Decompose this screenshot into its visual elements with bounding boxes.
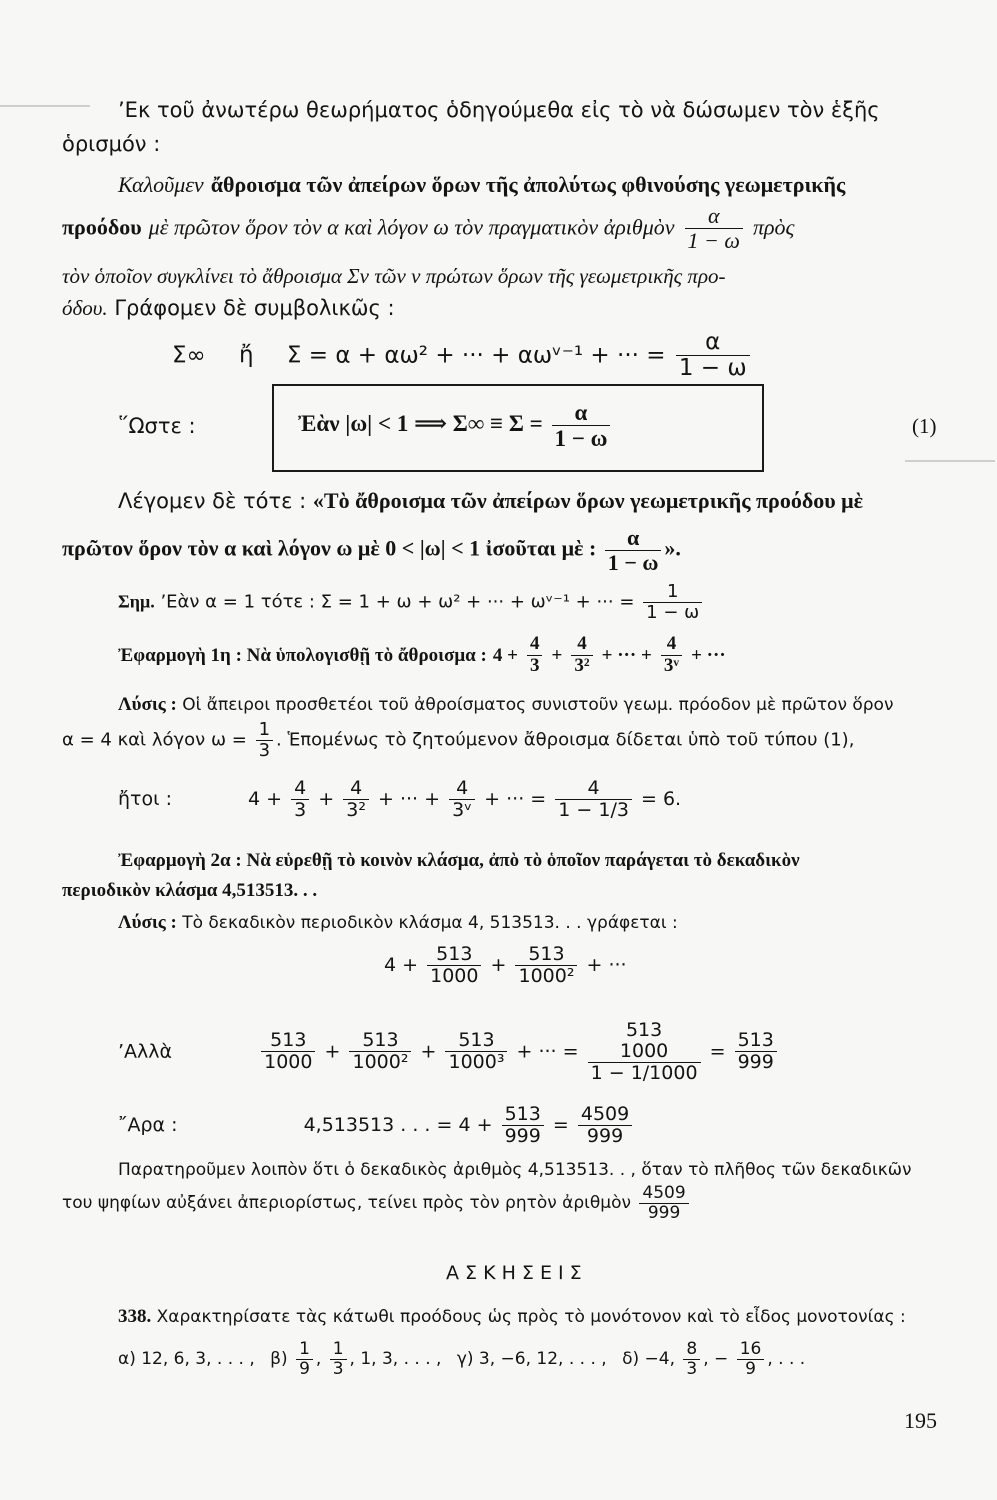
theorem-content: Ἐὰν |ω| < 1 ⟹ Σ∞ ≡ Σ = $\frac{\alpha}{1 - \omega}$ [298, 400, 613, 452]
or-word: ἤ [239, 342, 254, 369]
application2-title-2: περιοδικὸν κλάσμα 4,513513. . . [62, 880, 318, 901]
definition-line-3: τὸν ὁποῖον συγκλίνει τὸ ἄθροισμα Σν τῶν ν πρώτων ὅρων τῆς γεωμετρικῆς προ- [62, 264, 726, 288]
alla-frac-1: $\frac{513}{1000}$ [261, 1030, 315, 1073]
application2-solution: Λύσις : Τὸ δεκαδικὸν περιοδικὸν κλάσμα 4, 513513. . . γράφεται : [118, 912, 678, 933]
res-frac-4: $\frac{4}{1 - 1/3}$ [555, 778, 632, 821]
definition-line-1 [118, 172, 845, 199]
application2-expansion: 4 + $\frac{513}{1000}$ + $\frac{513}{\text{1000²}}$ + ··· [384, 943, 627, 987]
alla-frac-3: $\frac{513}{\text{1000³}}$ [445, 1030, 507, 1073]
note-line: Σημ. ’Εὰν α = 1 τότε : Σ = 1 + ω + ω² + ··· + ωᵛ⁻¹ + ··· = $\frac{1}{1 - \omega}$ [118, 582, 705, 623]
definition-line-2 [62, 204, 794, 253]
fraction-note: $\frac{1}{1 - \omega}$ [643, 582, 702, 623]
exercise-338-items: α) 12, 6, 3, . . . , β) $\frac{1}{9}$ , $\frac{1}{3}$ , 1, 3, . . . , γ) 3, −6, 12, . . . , δ) −4, $\frac{8}{3}$ , − $\frac{16}{9}$ , . . . [118, 1339, 806, 1379]
fraction-sum: $\frac{\alpha}{1 - \omega}$ [676, 330, 750, 382]
intro-line-2: ὁρισμόν : [62, 132, 161, 156]
omega-fraction: $\frac{1}{3}$ [256, 720, 273, 761]
symbolic-formula [172, 330, 753, 382]
page-number: 195 [904, 1408, 937, 1433]
observation-line-1: Παρατηροῦμεν λοιπὸν ὅτι ὁ δεκαδικὸς ἀριθμὸς 4,513513. . , ὅταν τὸ πλῆθος τῶν δεκαδικῶν [118, 1160, 912, 1180]
hoste-label: ῞Ωστε : [118, 414, 196, 438]
res-frac-1: $\frac{4}{3}$ [291, 778, 309, 821]
bleed-mark [905, 460, 995, 462]
app1-frac-2: $\frac{4}{\text{3²}}$ [571, 634, 592, 677]
definition-line-2-end: πρὸς [752, 214, 795, 240]
ara-equation: ῎Αρα : 4,513513 . . . = 4 + $\frac{513}{999}$ = $\frac{4509}{999}$ [118, 1104, 635, 1147]
ex-b-frac-2: $\frac{1}{3}$ [330, 1340, 347, 1378]
application2-title-1: Ἐφαρμογὴ 2α : Νὰ εὑρεθῇ τὸ κοινὸν κλάσμα, ἀπὸ τὸ ὁποῖον παράγεται τὸ δεκαδικὸν [118, 850, 800, 871]
exercises-heading: Α Σ Κ Η Σ Ε Ι Σ [446, 1262, 582, 1284]
res-frac-3: $\frac{4}{\text{3ᵛ}}$ [449, 778, 475, 821]
sigma-infinity: Σ∞ [172, 342, 206, 369]
app1-frac-1: $\frac{4}{3}$ [527, 634, 543, 677]
exp-frac-1: $\frac{513}{1000}$ [427, 944, 481, 987]
intro-line-1: ’Εκ τοῦ ἀνωτέρω θεωρήματος ὁδηγούμεθα εἰς τὸ νὰ δώσωμεν τὸν ἑξῆς [118, 98, 880, 122]
fraction-alpha-over-one-minus-omega: $\frac{\alpha}{1 - \omega}$ [685, 204, 743, 253]
ara-frac-1: $\frac{513}{999}$ [502, 1104, 544, 1147]
definition-bold: ἄθροισμα τῶν ἀπείρων ὅρων τῆς ἀπολύτως φθινούσης γεωμετρικῆς [210, 172, 846, 197]
observation-line-2: του ψηφίων αὐξάνει ἀπεριορίστως, τείνει πρὸς τὸν ρητὸν ἀριθμὸν $\frac{4509}{999}$ [62, 1184, 692, 1222]
alla-frac-5: $\frac{513}{999}$ [735, 1030, 777, 1073]
definition-bold-2: προόδου [62, 214, 142, 240]
application1-solution-line-1: Λύσις : Οἱ ἄπειροι προσθετέοι τοῦ ἀθροίσματος συνιστοῦν γεωμ. πρόοδον μὲ πρῶτον ὅρον [118, 694, 894, 715]
alla-frac-4: 513 1000 1 − 1/1000 [588, 1020, 701, 1084]
definition-italic: Καλοῦμεν [118, 172, 204, 197]
ex-d-frac-2: $\frac{16}{9}$ [737, 1340, 765, 1378]
equation-number: (1) [912, 414, 937, 438]
exercise-338-text: 338. Χαρακτηρίσατε τὰς κάτωθι προόδους ὡς πρὸς τὸ μονότονον καὶ τὸ εἶδος μονοτονίας : [118, 1306, 906, 1327]
app1-frac-3: $\frac{4}{\text{3ᵛ}}$ [661, 634, 682, 677]
res-frac-2: $\frac{4}{\text{3²}}$ [343, 778, 369, 821]
definition-italic-2: μὲ πρῶτον ὅρον τὸν α καὶ λόγον ω τὸν πραγματικὸν ἀριθμὸν [148, 214, 675, 240]
definition-line-4: όδου. Γράφομεν δὲ συμβολικῶς : [62, 296, 395, 320]
fraction-statement: $\frac{\alpha}{1 - \omega}$ [605, 526, 662, 575]
statement-line-2: πρῶτον ὅρον τὸν α καὶ λόγον ω μὲ 0 < |ω| < 1 ἰσοῦται μὲ : $\frac{\alpha}{1 - \omega}$ ». [62, 525, 681, 576]
series-expression: Σ = α + αω² + ··· + αωᵛ⁻¹ + ··· = [286, 342, 666, 369]
alla-frac-2: $\frac{513}{\text{1000²}}$ [349, 1030, 411, 1073]
ex-d-frac-1: $\frac{8}{3}$ [683, 1340, 700, 1378]
application1-title: Ἐφαρμογὴ 1η : Νὰ ὑπολογισθῇ τὸ ἄθροισμα : 4 + $\frac{4}{3}$ + $\frac{4}{\text{3²}}$ + ··· + $\frac{4}{\text{3ᵛ}}$ + ··· [118, 633, 726, 676]
note-label: Σημ. [118, 591, 155, 612]
statement-line-1: Λέγομεν δὲ τότε : «Τὸ ἄθροισμα τῶν ἀπείρων ὅρων γεωμετρικῆς προόδου μὲ [118, 488, 864, 513]
obs-frac: $\frac{4509}{999}$ [639, 1184, 688, 1222]
exp-frac-2: $\frac{513}{\text{1000²}}$ [515, 944, 577, 987]
fraction-theorem: $\frac{\alpha}{1 - \omega}$ [552, 400, 611, 452]
application1-solution-line-2: α = 4 καὶ λόγον ω = $\frac{1}{3}$ . Ἑπομένως τὸ ζητούμενον ἄθροισμα δίδεται ὑπὸ τοῦ τύπου (1), [62, 719, 855, 761]
ara-frac-2: $\frac{4509}{999}$ [578, 1104, 632, 1147]
application1-result: ἤτοι : 4 + $\frac{4}{3}$ + $\frac{4}{\text{3²}}$ + ··· + $\frac{4}{\text{3ᵛ}}$ + ··· = $\frac{4}{1 - 1/3}$ = 6. [118, 777, 682, 821]
ex-b-frac-1: $\frac{1}{9}$ [296, 1340, 313, 1378]
bleed-mark [0, 105, 90, 107]
alla-equation: ’Αλλὰ $\frac{513}{1000}$ + $\frac{513}{\text{1000²}}$ + $\frac{513}{\text{1000³}}$ + ··· = 513 1000 1 − 1/1000 = $\frac{513}{999}$ [118, 1020, 780, 1084]
